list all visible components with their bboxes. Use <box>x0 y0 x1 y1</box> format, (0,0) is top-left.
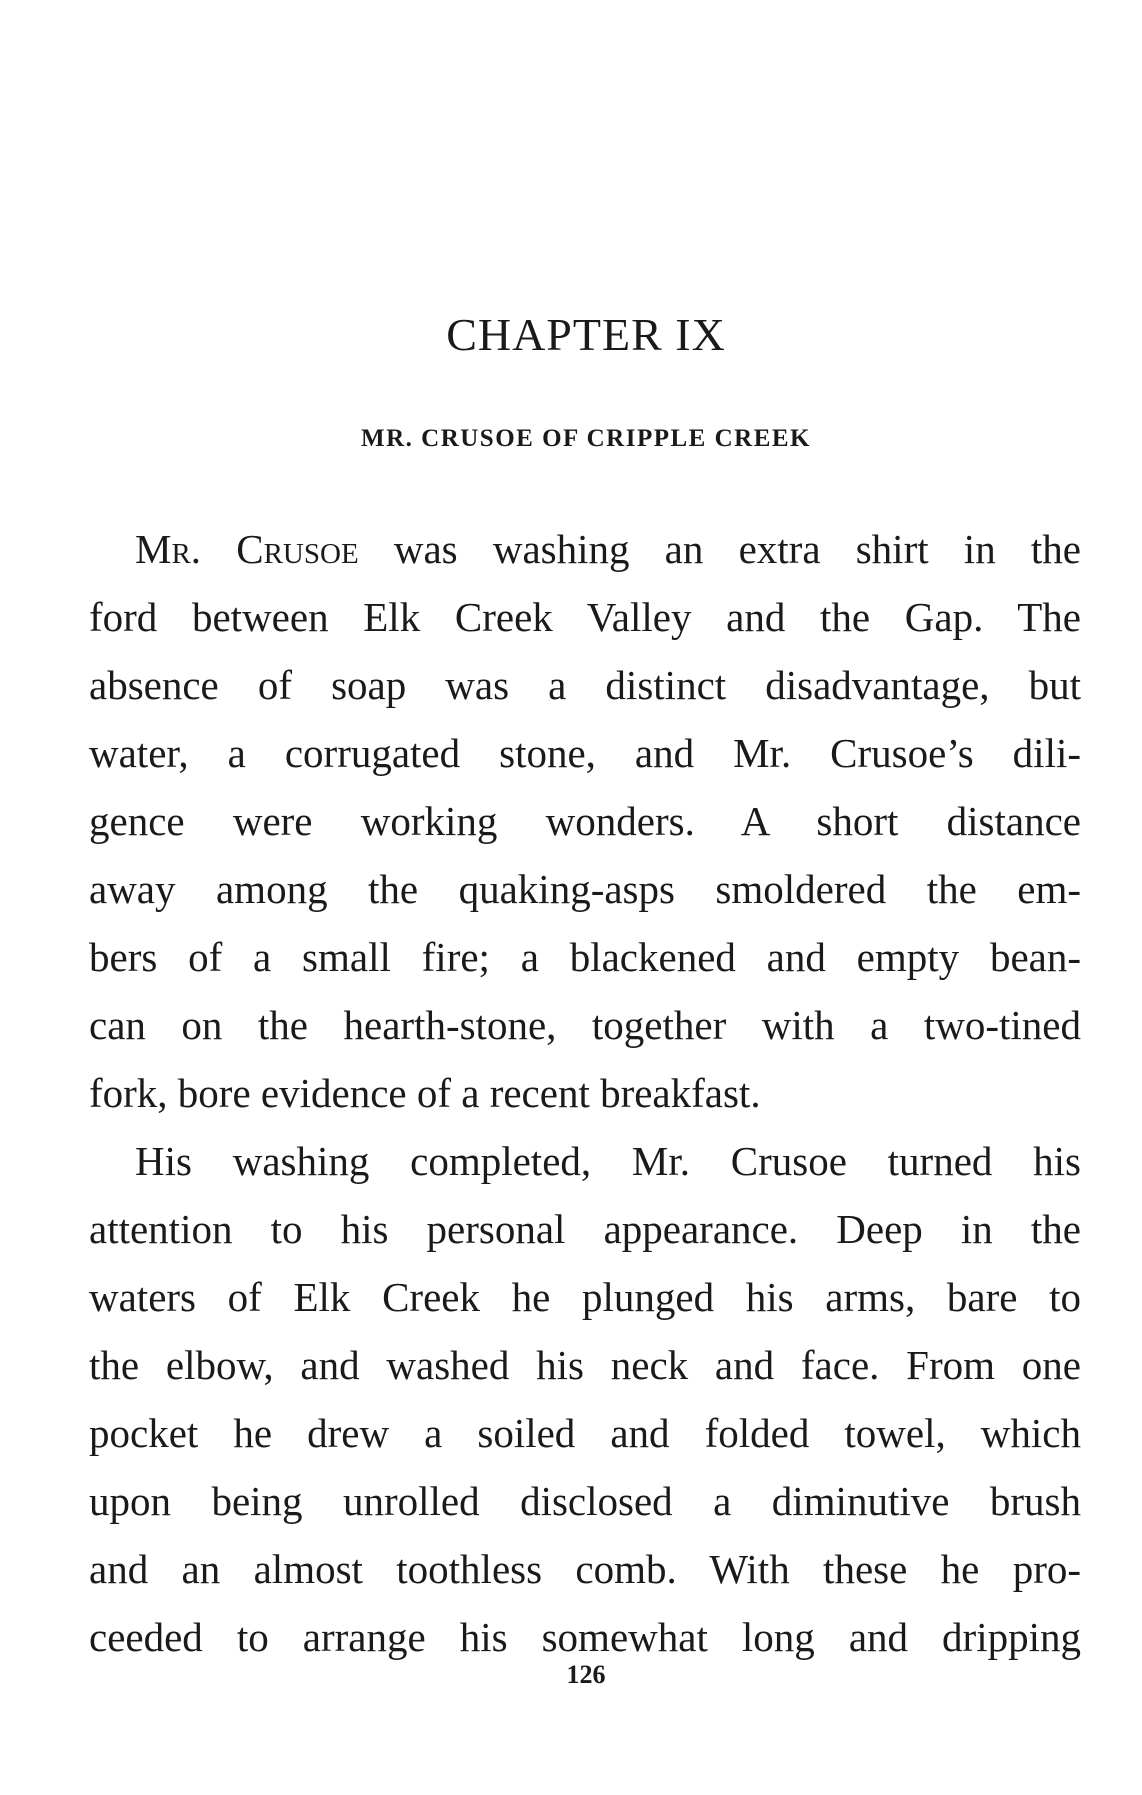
text-line: waters of Elk Creek he plunged his arms, bare to <box>89 1274 1081 1320</box>
paragraph-1 <box>89 515 1081 1127</box>
text-line: can on the hearth-stone, together with a two-tined <box>89 1002 1081 1048</box>
chapter-subtitle: MR. CRUSOE OF CRIPPLE CREEK <box>360 425 811 452</box>
page-number: 126 <box>566 1660 606 1689</box>
text-line: ford between Elk Creek Valley and the Gap. The <box>89 594 1081 640</box>
text-line: His washing completed, Mr. Crusoe turned his <box>135 1138 1081 1184</box>
text-line: the elbow, and washed his neck and face. From one <box>89 1342 1081 1388</box>
text-line: pocket he drew a soiled and folded towel, which <box>89 1410 1081 1456</box>
text-line: gence were working wonders. A short distance <box>89 798 1081 844</box>
text-line: absence of soap was a distinct disadvantage, but <box>89 662 1081 708</box>
chapter-title: CHAPTER IX <box>446 309 726 360</box>
lead-in-small-caps: Mr. Crusoe <box>135 526 359 572</box>
text-line: Mr. Crusoe was washing an extra shirt in the <box>135 526 1081 572</box>
text-line: and an almost toothless comb. With these he pro- <box>89 1546 1081 1592</box>
text-line: bers of a small fire; a blackened and empty bean- <box>89 934 1081 980</box>
text-line: ceeded to arrange his somewhat long and dripping <box>89 1614 1081 1660</box>
paragraph-2 <box>89 1127 1081 1671</box>
text-line: attention to his personal appearance. Deep in the <box>89 1206 1081 1252</box>
text-line: away among the quaking-asps smoldered the em- <box>89 866 1081 912</box>
text-line: fork, bore evidence of a recent breakfast. <box>89 1070 761 1116</box>
chapter-body <box>89 515 1081 1671</box>
text-line: water, a corrugated stone, and Mr. Crusoe’s dili- <box>89 730 1081 776</box>
text-line: upon being unrolled disclosed a diminutive brush <box>89 1478 1081 1524</box>
